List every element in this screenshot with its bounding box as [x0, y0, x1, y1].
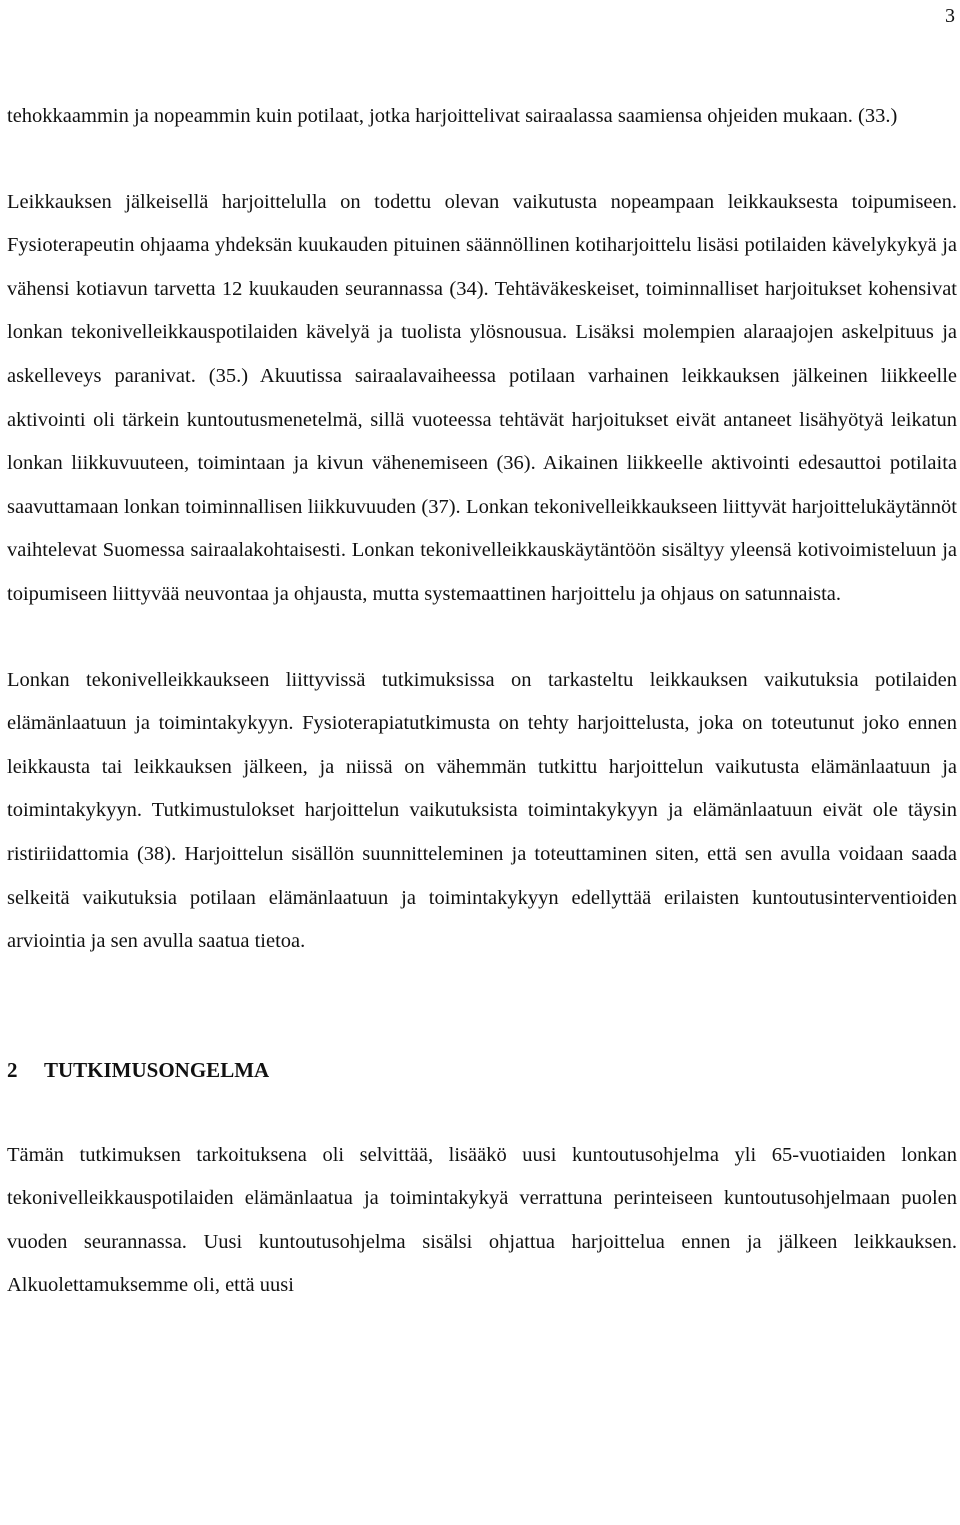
- paragraph-research-overview: Lonkan tekonivelleikkaukseen liittyvissä tutkimuksissa on tarkasteltu leikkauksen vaikutuksia potilaiden elämänlaatuun ja toimintakykyyn. Fysioterapiatutkimusta on tehty harjoittelusta, joka on toteutunut joko ennen leikkausta tai leikkauksen jälkeen, ja niissä on vähemmän tutkittu harjoittelun vaikutusta elämänlaatuun ja toimintakykyyn. Tutkimustulokset harjoittelun vaikutuksista toimintakykyyn ja elämänlaatuun eivät ole täysin ristiriidattomia (38). Harjoittelun sisällön suunnitteleminen ja toteuttaminen siten, että sen avulla voidaan saada selkeitä vaikutuksia potilaan elämänlaatuun ja toimintakykyyn edellyttää erilaisten kuntoutusinterventioiden arviointia ja sen avulla saatua tietoa.: [7, 668, 957, 953]
- document-body: [7, 95, 957, 1308]
- section-heading: [7, 1048, 957, 1092]
- section-title: TUTKIMUSONGELMA: [44, 1057, 270, 1082]
- paragraph-continuation: tehokkaammin ja nopeammin kuin potilaat, jotka harjoittelivat sairaalassa saamiensa ohjeiden mukaan. (33.): [7, 105, 898, 127]
- section-number: 2: [7, 1057, 18, 1082]
- page-number: 3: [945, 5, 955, 27]
- paragraph-research-aim: Tämän tutkimuksen tarkoituksena oli selvittää, lisääkö uusi kuntoutusohjelma yli 65-vuotiaiden lonkan tekonivelleikkauspotilaiden elämänlaatua ja toimintakykyä verrattuna perinteiseen kuntoutusohjelmaan puolen vuoden seurannassa. Uusi kuntoutusohjelma sisälsi ohjattua harjoittelua ennen ja jälkeen leikkauksen. Alkuolettamuksemme oli, että uusi: [7, 1143, 957, 1297]
- paragraph-postoperative-training: Leikkauksen jälkeisellä harjoittelulla on todettu olevan vaikutusta nopeampaan leikkauksesta toipumiseen. Fysioterapeutin ohjaama yhdeksän kuukauden pituinen säännöllinen kotiharjoittelu lisäsi potilaiden kävelykykyä ja vähensi kotiavun tarvetta 12 kuukauden seurannassa (34). Tehtäväkeskeiset, toiminnalliset harjoitukset kohensivat lonkan tekonivelleikkauspotilaiden kävelyä ja tuolista ylösnousua. Lisäksi molempien alaraajojen askelpituus ja askelleveys paranivat. (35.) Akuutissa sairaalavaiheessa potilaan varhainen leikkauksen jälkeinen liikkeelle aktivointi oli tärkein kuntoutusmenetelmä, sillä vuoteessa tehtävät harjoitukset eivät antaneet lisähyötyä leikatun lonkan liikkuvuuteen, toimintaan ja kivun vähenemiseen (36). Aikainen liikkeelle aktivointi edesauttoi potilaita saavuttamaan lonkan toiminnallisen liikkuvuuden (37). Lonkan tekonivelleikkaukseen liittyvät harjoittelukäytännöt vaihtelevat Suomessa sairaalakohtaisesti. Lonkan tekonivelleikkauskäytäntöön sisältyy yleensä kotivoimisteluun ja toipumiseen liittyvää neuvontaa ja ohjausta, mutta systemaattinen harjoittelu ja ohjaus on satunnaista.: [7, 190, 957, 605]
